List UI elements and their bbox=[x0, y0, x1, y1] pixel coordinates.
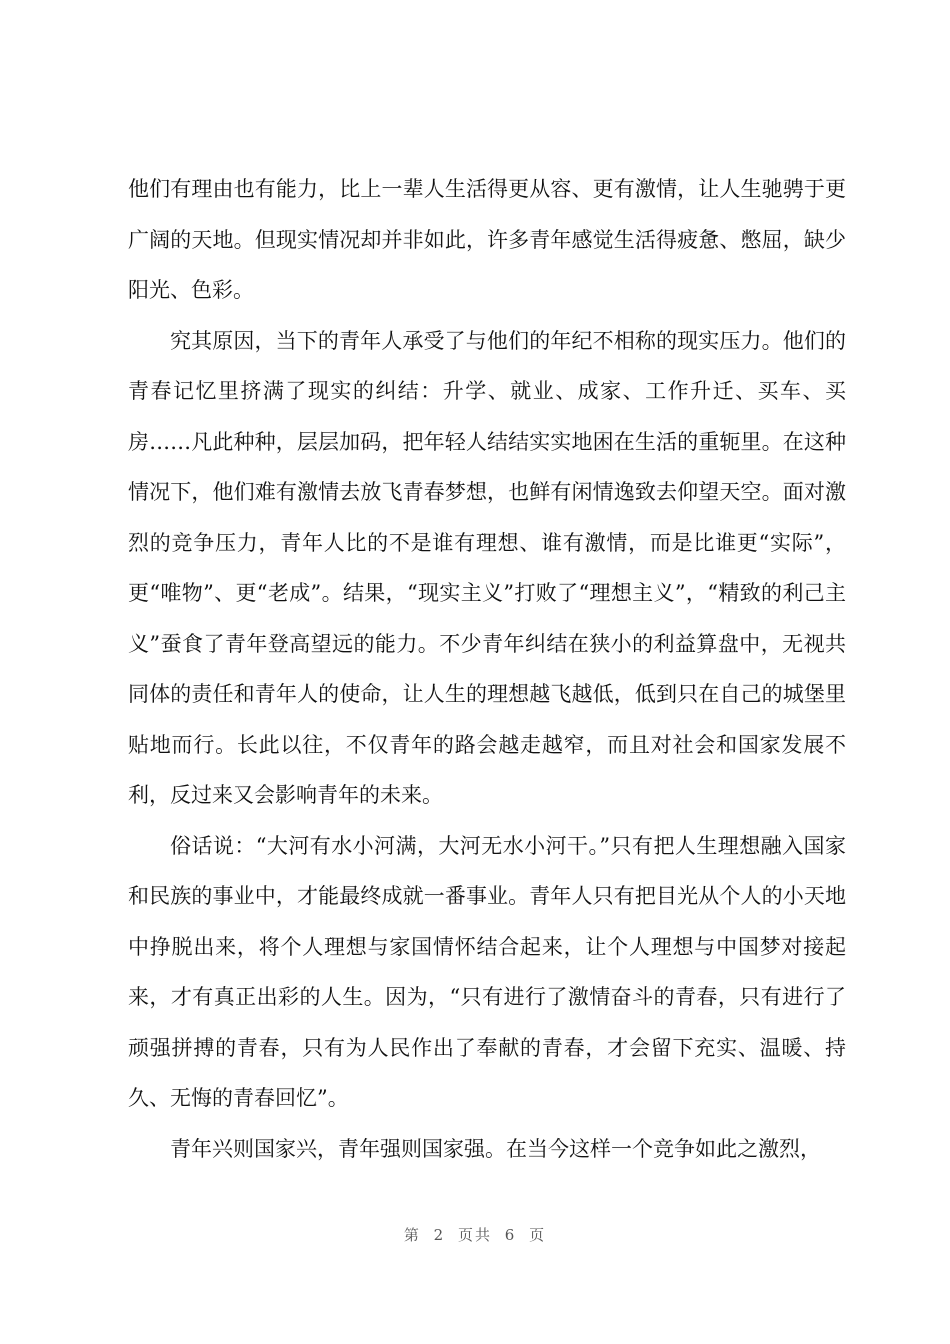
paragraph-causes: 究其原因，当下的青年人承受了与他们的年纪不相称的现实压力。他们的青春记忆里挤满了现实的纠结：升学、就业、成家、工作升迁、买车、买房……凡此种种，层层加码，把年轻人结结实实地困在生活的重轭里。在这种情况下，他们难有激情去放飞青春梦想，也鲜有闲情逸致去仰望天空。面对激烈的竞争压力，青年人比的不是谁有理想、谁有激情，而是比谁更“实际”，更“唯物”、更“老成”。结果，“现实主义”打败了“理想主义”，“精致的利己主义”蚕食了青年登高望远的能力。不少青年纠结在狭小的利益算盘中，无视共同体的责任和青年人的使命，让人生的理想越飞越低，低到只在自己的城堡里贴地而行。长此以往，不仅青年的路会越走越窄，而且对社会和国家发展不利，反过来又会影响青年的未来。 bbox=[128, 328, 846, 807]
document-body bbox=[128, 164, 846, 1174]
paragraph-youth-nation: 青年兴则国家兴，青年强则国家强。在当今这样一个竞争如此之激烈， bbox=[170, 1136, 821, 1161]
paragraph-continuation: 他们有理由也有能力，比上一辈人生活得更从容、更有激情，让人生驰骋于更广阔的天地。但现实情况却并非如此，许多青年感觉生活得疲惫、憋屈，缺少阳光、色彩。 bbox=[128, 177, 846, 302]
page-footer: 第 2 页共 6 页 bbox=[403, 1226, 547, 1244]
paragraph-proverb: 俗话说：“大河有水小河满，大河无水小河干。”只有把人生理想融入国家和民族的事业中，才能最终成就一番事业。青年人只有把目光从个人的小天地中挣脱出来，将个人理想与家国情怀结合起来，让个人理想与中国梦对接起来，才有真正出彩的人生。因为，“只有进行了激情奋斗的青春，只有进行了顽强拼搏的青春，只有为人民作出了奉献的青春，才会留下充实、温暖、持久、无悔的青春回忆”。 bbox=[128, 833, 846, 1110]
